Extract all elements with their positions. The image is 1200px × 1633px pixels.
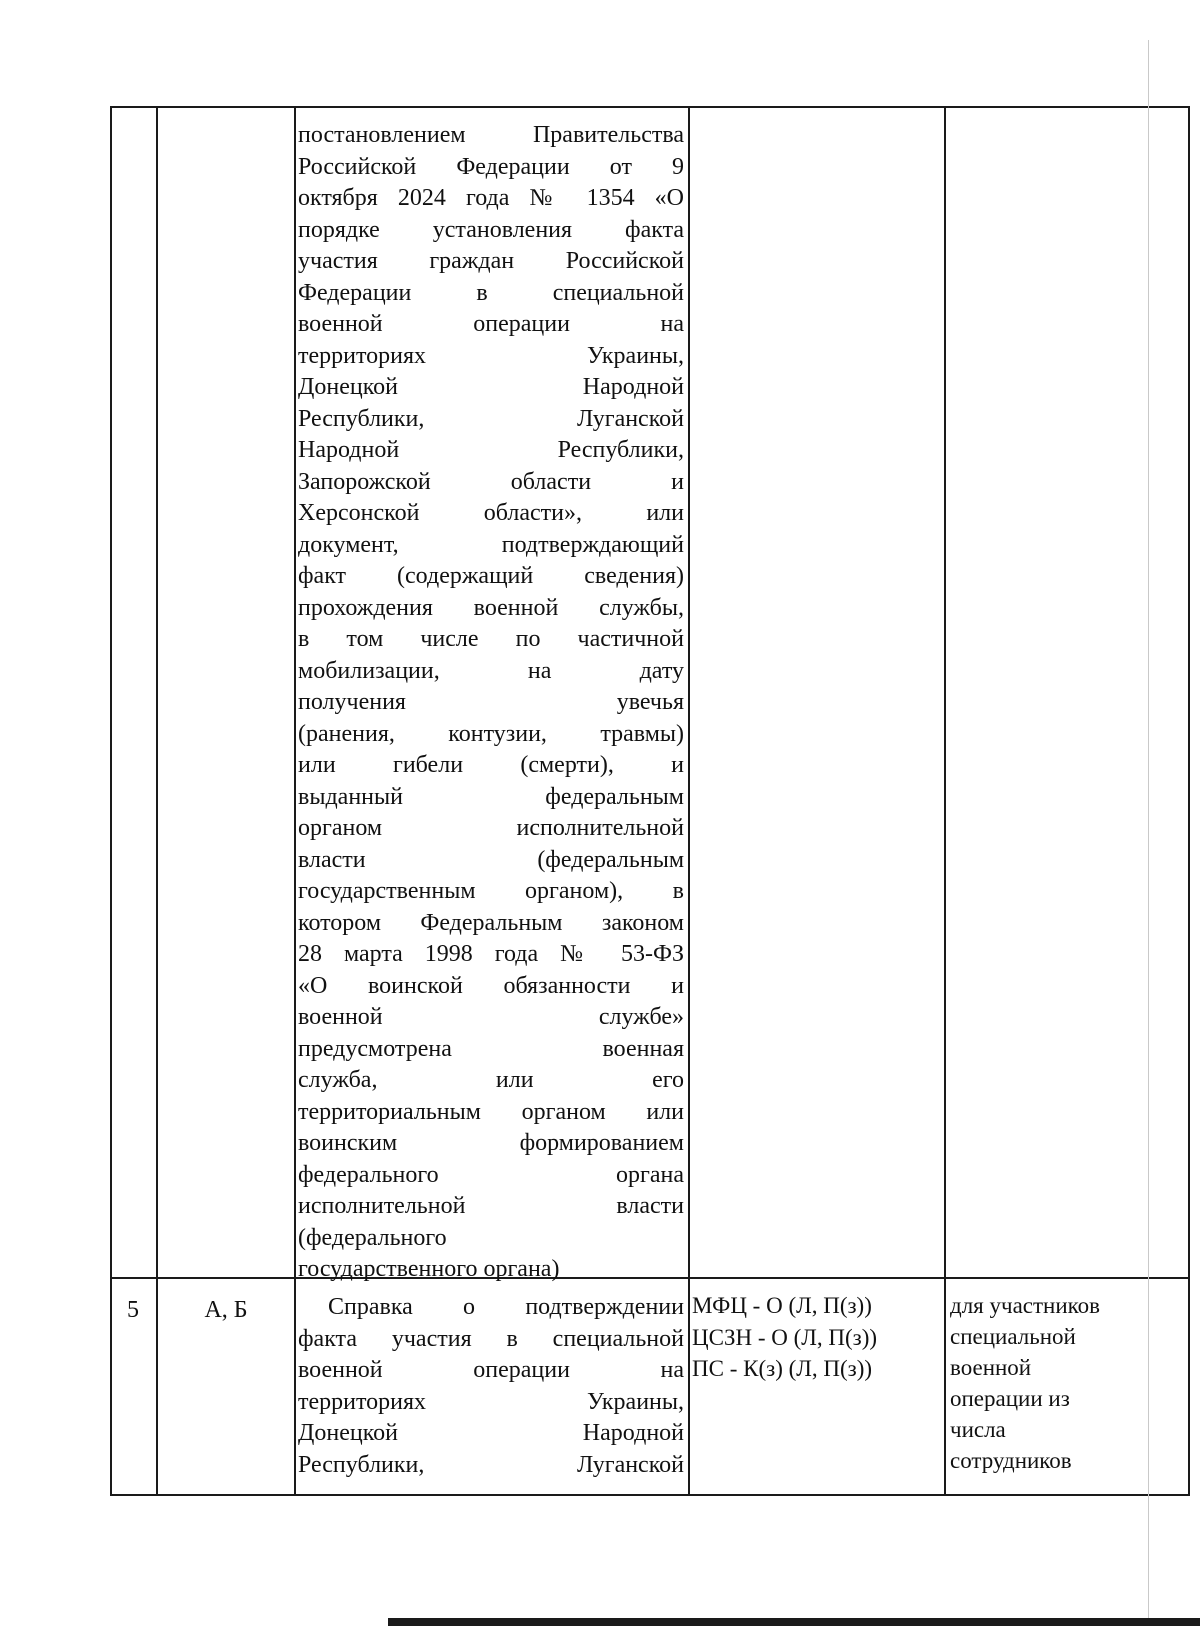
text-line: Справка о подтверждении (328, 1294, 684, 1320)
text-line: военной службе» (298, 1004, 684, 1030)
scan-edge-bar (388, 1618, 1200, 1626)
text-line: котором Федеральным законом (298, 909, 684, 936)
text-line: федерального органа (298, 1161, 684, 1188)
scan-artifact-line (1148, 40, 1149, 1620)
note-line: военной (950, 1355, 1032, 1380)
text-line: постановлением Правительства (298, 122, 684, 148)
authority-line: МФЦ - О (Л, П(з)) (692, 1293, 872, 1318)
text-line: октября 2024 года № 1354 «О (298, 185, 684, 211)
text-line: факта участия в специальной (298, 1325, 684, 1352)
note-line: числа (950, 1417, 1006, 1442)
text-line: территориях Украины, (298, 1388, 684, 1415)
text-line: территориальным органом или (298, 1098, 684, 1125)
text-line: Республики, Луганской (298, 1451, 684, 1478)
text-line: предусмотрена военная (298, 1035, 684, 1062)
text-line: документ, подтверждающий (298, 531, 684, 558)
text-line: Российской Федерации от 9 (298, 153, 684, 180)
text-line: (ранения, контузии, травмы) (298, 720, 684, 747)
text-line: участия граждан Российской (298, 248, 684, 274)
table-bottom-border (110, 1494, 1190, 1496)
text-line: получения увечья (298, 689, 684, 715)
issuing-authorities (692, 1290, 944, 1385)
note-line: сотрудников (950, 1448, 1072, 1473)
text-line: факт (содержащий сведения) (298, 563, 684, 589)
text-line: Федерации в специальной (298, 279, 684, 306)
text-line: власти (федеральным (298, 846, 684, 873)
column-divider-4 (944, 106, 946, 1496)
text-line: территориях Украины, (298, 342, 684, 369)
column-divider-1 (156, 106, 158, 1496)
text-line: военной операции на (298, 1357, 684, 1383)
text-line: «О воинской обязанности и (298, 972, 684, 999)
row-categories: А, Б (204, 1297, 248, 1323)
text-line: государственным органом), в (298, 878, 684, 904)
text-line: Херсонской области», или (298, 500, 684, 526)
text-line: Республики, Луганской (298, 405, 684, 432)
text-line: мобилизации, на дату (298, 657, 684, 684)
text-line: или гибели (смерти), и (298, 752, 684, 778)
table-right-border (1188, 106, 1190, 1496)
note-line: для участников (950, 1293, 1101, 1318)
text-line: выданный федеральным (298, 783, 684, 810)
text-line: Народной Республики, (298, 437, 684, 463)
note-line: операции из (950, 1386, 1070, 1411)
note-line: специальной (950, 1324, 1076, 1349)
text-line: в том числе по частичной (298, 626, 684, 652)
text-line: Донецкой Народной (298, 374, 684, 400)
authority-line: ЦСЗН - О (Л, П(з)) (692, 1324, 878, 1350)
text-line: (федерального (298, 1224, 447, 1251)
column-divider-2 (294, 106, 296, 1496)
text-line: служба, или его (298, 1067, 684, 1093)
document-description-continued (298, 120, 684, 1286)
text-line: Запорожской области и (298, 468, 684, 495)
document-description (298, 1292, 684, 1481)
text-line: Донецкой Народной (298, 1420, 684, 1446)
text-line: военной операции на (298, 311, 684, 337)
text-line: воинским формированием (298, 1130, 684, 1156)
text-line: государственного органа) (298, 1256, 560, 1282)
text-line: порядке установления факта (298, 216, 684, 243)
authority-line: ПС - К(з) (Л, П(з)) (692, 1356, 873, 1381)
table-top-border (110, 106, 1190, 108)
text-line: органом исполнительной (298, 815, 684, 841)
applicability-note (950, 1290, 1130, 1476)
row-number: 5 (127, 1297, 139, 1323)
column-divider-3 (688, 106, 690, 1496)
text-line: 28 марта 1998 года № 53-ФЗ (298, 941, 684, 967)
table-left-border (110, 106, 112, 1496)
text-line: исполнительной власти (298, 1193, 684, 1219)
text-line: прохождения военной службы, (298, 594, 684, 621)
